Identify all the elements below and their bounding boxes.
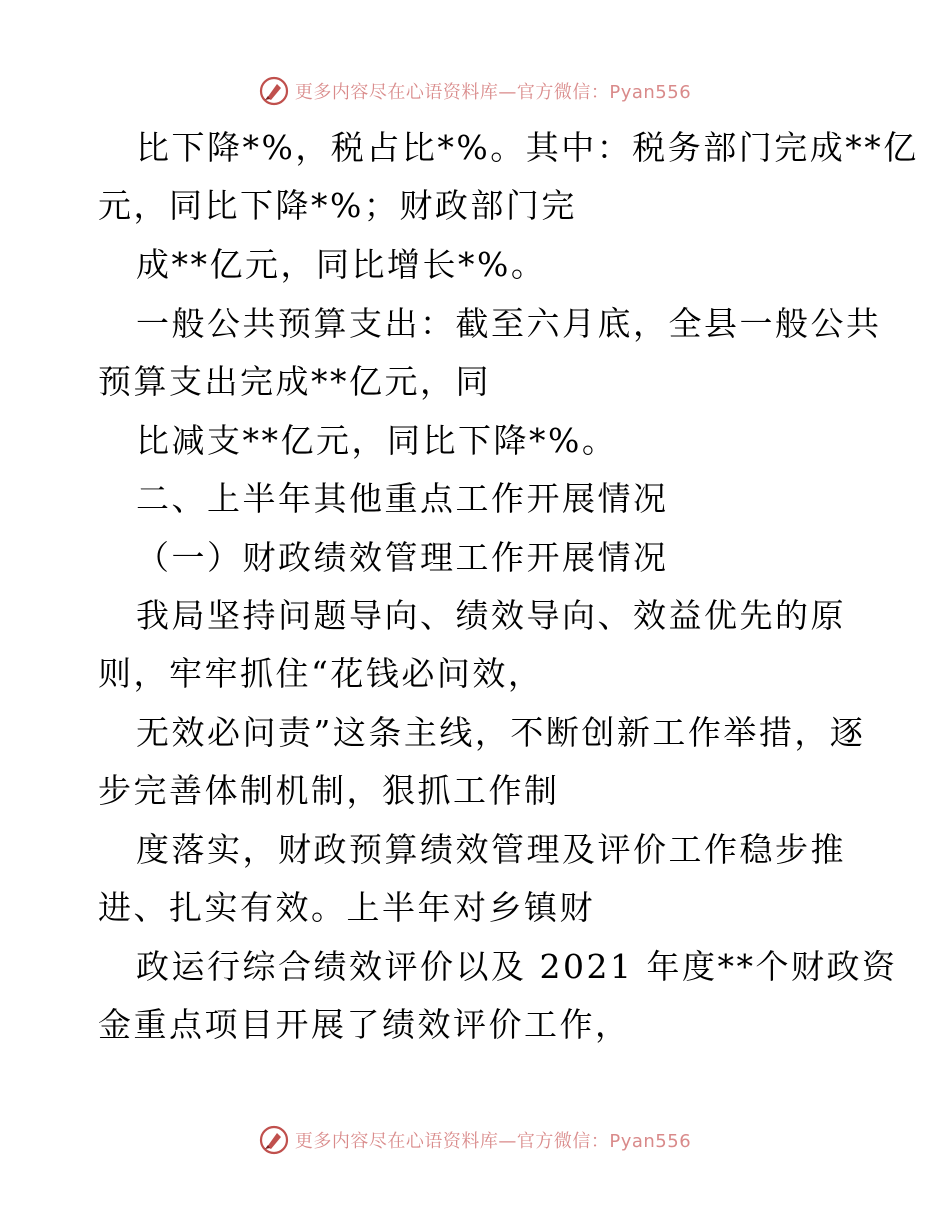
body-line: 比减支**亿元，同比下降*%。 <box>136 421 618 460</box>
watermark-main: 更多内容尽在心语资料库 <box>294 82 499 103</box>
watermark-text <box>295 1127 691 1153</box>
subsection-heading: （一）财政绩效管理工作开展情况 <box>136 538 669 577</box>
body-line: 度落实，财政预算绩效管理及评价工作稳步推 <box>136 830 846 869</box>
watermark-wechat-id: Pyan556 <box>609 1131 692 1152</box>
body-line: 一般公共预算支出：截至六月底，全县一般公共 <box>136 304 882 343</box>
body-line: 预算支出完成**亿元，同 <box>98 362 491 401</box>
body-line: 金重点项目开展了绩效评价工作， <box>98 1005 631 1044</box>
watermark-dash: — <box>498 82 517 103</box>
watermark-dash: — <box>498 1131 517 1152</box>
pen-nib-logo-icon <box>259 1125 289 1155</box>
section-heading: 二、上半年其他重点工作开展情况 <box>136 479 669 518</box>
body-line: 我局坚持问题导向、绩效导向、效益优先的原 <box>136 596 846 635</box>
body-line: 元，同比下降*%；财政部门完 <box>98 186 577 225</box>
watermark-wechat-id: Pyan556 <box>609 82 692 103</box>
body-line: 比下降*%，税占比*%。其中：税务部门完成**亿 <box>136 128 919 167</box>
body-line: 无效必问责”这条主线，不断创新工作举措，逐 <box>136 713 866 752</box>
footer-watermark-banner <box>0 1120 950 1160</box>
body-line: 成**亿元，同比增长*%。 <box>136 245 547 284</box>
watermark-wechat-label: 官方微信： <box>516 82 610 103</box>
body-line: 政运行综合绩效评价以及 2021 年度**个财政资 <box>136 947 898 986</box>
watermark-main: 更多内容尽在心语资料库 <box>294 1131 499 1152</box>
body-line: 则，牢牢抓住“花钱必问效， <box>98 654 544 693</box>
body-line: 步完善体制机制，狠抓工作制 <box>98 771 560 810</box>
body-line: 进、扎实有效。上半年对乡镇财 <box>98 888 595 927</box>
watermark-wechat-label: 官方微信： <box>516 1131 610 1152</box>
